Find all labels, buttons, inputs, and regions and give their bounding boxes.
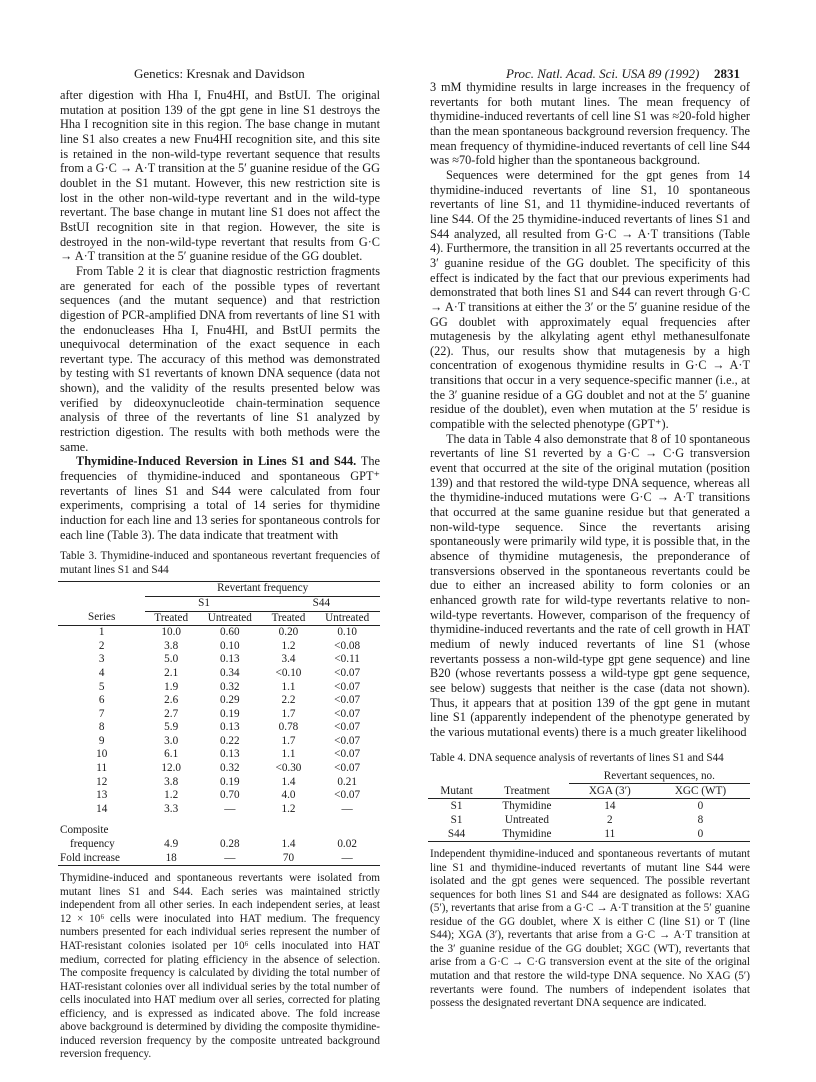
table-cell: — bbox=[224, 802, 236, 815]
table-cell: 8 bbox=[98, 721, 105, 734]
table-cell: 0 bbox=[697, 800, 704, 813]
table-cell: <0.07 bbox=[334, 680, 361, 693]
table-row bbox=[58, 803, 380, 817]
paragraph: From Table 2 it is clear that diagnostic restriction fragments are generated for each of the possible types of revertant sequences (and the mutant sequence) and that restriction digestion of PCR-amplified DNA from revertants of line S1 with the endonucleases Hha I, Fnu4HI, and BstUI permits the unequivocal determination of the exact sequence in each revertant type. The accuracy of this method was demonstrated by testing with S1 revertants of known DNA sequence (data not shown), and the validity of the results presented below was verified by dideoxynucleotide chain-termination sequence analysis of three of the revertants of line S1 analyzed by restriction digestion. The results with both methods were the same. bbox=[60, 263, 380, 454]
table-row bbox=[58, 694, 380, 708]
paragraph: The data in Table 4 also demonstrate that 8 of 10 spontaneous revertants of line S1 reverted by a G·C → C·G transversion event that occurred at the site of the original mutation (position 139) and that restored the wild-type DNA sequence, whereas all the thymidine-induced mutations were G·C → A·T transitions that occurred at the same guanine residue but that generated a non-wild-type sequence. Since the revertants arising spontaneously were primarily wild type, it is possible that, in the absence of thymidine mutagenesis, the preponderance of transversions observed in the spontaneous revertants could be due to either an increased ability to form colonies or an enhanced growth rate for wild-type revertants relative to non-wild-type revertants. However, comparison of the frequency of thymidine-induced revertants and the rate of cell growth in HAT medium of newly induced revertants of line S1 (whose revertants possess a non-wild-type gpt gene sequence) and line B20 (whose revertants possess a wild-type gpt gene sequence, see below) suggests that neither is the case (data not shown). Thus, it appears that at position 139 of the gpt gene in mutant line S1 (apparently independent of the phenotype generated by the various mutational events) there is a much greater likelihood bbox=[430, 431, 750, 739]
table-cell: S1 bbox=[450, 800, 463, 813]
table-cell: 2.7 bbox=[164, 707, 179, 720]
table4-group-header: Revertant sequences, no. bbox=[569, 769, 750, 784]
paragraph bbox=[60, 454, 380, 542]
table-cell: <0.10 bbox=[275, 666, 302, 679]
table3-fold-label: Fold increase bbox=[60, 851, 120, 864]
table-cell: <0.08 bbox=[334, 639, 361, 652]
table-cell: 3 bbox=[98, 653, 105, 666]
table-cell: 12.0 bbox=[161, 762, 181, 775]
table-cell: 0.13 bbox=[220, 653, 240, 666]
paragraph: after digestion with Hha I, Fnu4HI, and BstUI. The original mutation at position 139 of the gpt gene in line S1 destroys the Hha I recognition site in this region. The base change in mutant line S1 also creates a new Fnu4HI recognition site, and this site is retained in the non-wild-type revertant sequence that results from a G·C → A·T transition at the 5′ guanine residue of the GG doublet in the S1 mutant. However, this new restriction site is lost in the other non-wild-type revertant and in the wild-type revertant. The base change in mutant line S1 does not affect the BstUI recognition site in that region. However, the site is destroyed in the non-wild-type revertant that results from G·C → A·T transition at the 5′ guanine residue of the GG doublet. bbox=[60, 88, 380, 264]
table3-col-series: Series bbox=[88, 611, 116, 624]
table-cell: 0.34 bbox=[220, 666, 240, 679]
table-cell: 3.0 bbox=[164, 734, 179, 747]
table-cell: 3.3 bbox=[164, 802, 179, 815]
table-cell: <0.07 bbox=[334, 707, 361, 720]
right-column bbox=[430, 80, 750, 1011]
table4 bbox=[428, 769, 750, 842]
table-cell: 10 bbox=[96, 748, 108, 761]
table-cell: 12 bbox=[96, 775, 108, 788]
table-cell: 5.9 bbox=[164, 721, 179, 734]
table-row bbox=[58, 681, 380, 695]
table3-footnote: Thymidine-induced and spontaneous revertants were isolated from mutant lines S1 and S44. Each series was maintained strictly independent from all other series. In each independent series, at least 12 × 10⁶ cells were inoculated into HAT medium. The frequency numbers presented for each individual series represent the number of HAT-resistant colonies isolated per 10⁶ cells inoculated into HAT medium, corrected for plating efficiency in the absence of selection. The composite frequency is calculated by dividing the total number of HAT-resistant colonies over all individual series by the total number of cells inoculated into HAT medium over all series, corrected for plating efficiency, and is expressed as indicated above. The fold increase above background is determined by dividing the composite thymidine-induced reversion frequency by the composite untreated background reversion frequency. bbox=[60, 872, 380, 1061]
table3 bbox=[58, 581, 380, 866]
table-cell: — bbox=[224, 851, 236, 864]
table-row bbox=[428, 799, 750, 814]
table-cell: 1.1 bbox=[281, 680, 296, 693]
table-cell: S44 bbox=[447, 828, 466, 841]
paragraph: Sequences were determined for the gpt genes from 14 thymidine-induced revertants of line S1, 10 spontaneous revertants of line S1, and 11 thymidine-induced revertants of line S44. Of the 25 thymidine-induced revertants of lines S1 and S44 analyzed, all resulted from G·C → A·T transitions (Table 4). Furthermore, the transition in all 25 revertants occurred at the 3′ guanine residue of the GG doublet. The specificity of this effect is indicated by the fact that our previous experiments had demonstrated that both lines S1 and S44 can revert through G·C → A·T transitions at either the 3′ or the 5′ guanine residue of the GG doublet with approximately equal frequencies after mutagenesis by the alkylating agent ethyl methanesulfonate (22). Thus, our results show that mutagenesis by a high concentration of exogenous thymidine results in G·C → A·T transitions that occur in a very sequence-specific manner (i.e., at the 3′ guanine residue of a GG doublet and not at the 5′ guanine residue of the doublet), even when mutation at the 5′ residue is compatible with the selected phenotype (GPT⁺). bbox=[430, 167, 750, 432]
table-cell: 1.1 bbox=[281, 748, 296, 761]
table-row bbox=[58, 708, 380, 722]
table-cell: Thymidine bbox=[502, 828, 552, 841]
table-cell: S1 bbox=[450, 814, 463, 827]
table-cell: 0.19 bbox=[220, 707, 240, 720]
page-number: 2831 bbox=[714, 66, 740, 81]
table-row bbox=[428, 813, 750, 827]
table-cell: 7 bbox=[98, 707, 105, 720]
table-cell: 0.22 bbox=[220, 734, 240, 747]
table-cell: <0.07 bbox=[334, 666, 361, 679]
table-cell: 0.13 bbox=[220, 721, 240, 734]
table-cell: 1.9 bbox=[164, 680, 179, 693]
table-cell: 3.8 bbox=[164, 639, 179, 652]
table3-caption: Table 3. Thymidine-induced and spontaneous revertant frequencies of mutant lines S1 and S44 bbox=[60, 550, 380, 576]
table4-col-treatment: Treatment bbox=[504, 784, 550, 797]
table-cell: 2.1 bbox=[164, 666, 179, 679]
table-cell: 0.32 bbox=[220, 762, 240, 775]
table-cell: 6 bbox=[98, 694, 105, 707]
table-cell: — bbox=[341, 851, 353, 864]
table-row bbox=[58, 776, 380, 790]
table-cell: 0.60 bbox=[220, 626, 240, 639]
table-cell: 0.29 bbox=[220, 694, 240, 707]
table-cell: 8 bbox=[697, 814, 704, 827]
table-cell: Untreated bbox=[504, 814, 549, 827]
table-cell: 10.0 bbox=[161, 626, 181, 639]
table4-footnote: Independent thymidine-induced and spontaneous revertants of mutant line S1 and thymidine-induced revertants of mutant line S44 were isolated and the gpt genes were sequenced. The possible revertant sequences for both lines S1 and S44 are designated as follows: XAG (5′), revertants that arise from a G·C → A·T transition at the 5′ guanine residue of the GG doublet, where X is either C (line S1) or T (line S44); XGA (3′), revertants that arise from a G·C → A·T transition at the 3′ guanine residue of the GG doublet; XGC (WT), revertants that arise from a G·C → C·G transversion event at the site of the original mutation and that restore the wild-type DNA sequence. No XAG (5′) revertants were found. The numbers of independent isolates that possess the designated revertant DNA sequence are indicated. bbox=[430, 848, 750, 1010]
table-cell: 0.21 bbox=[337, 775, 357, 788]
table-cell: 1.7 bbox=[281, 734, 296, 747]
table-cell: 14 bbox=[604, 800, 616, 813]
paragraph: 3 mM thymidine results in large increases in the frequency of revertants for both mutant lines. The mean frequency of thymidine-induced revertants of cell line S1 was ≈20-fold higher than the mean spontaneous background reversion frequency. The mean frequency of thymidine-induced revertants of cell line S44 was ≈70-fold higher than the spontaneous background. bbox=[430, 80, 750, 168]
table-cell: 11 bbox=[96, 762, 108, 775]
table-cell: 1.7 bbox=[281, 707, 296, 720]
table-cell: 4 bbox=[98, 666, 105, 679]
table-cell: 5.0 bbox=[164, 653, 179, 666]
table-cell: 0.70 bbox=[220, 789, 240, 802]
section-heading: Thymidine-Induced Reversion in Lines S1 and S44. bbox=[76, 454, 357, 469]
table-cell: 14 bbox=[96, 802, 108, 815]
table-cell: <0.07 bbox=[334, 789, 361, 802]
left-column bbox=[60, 88, 380, 1062]
table-cell: 2.2 bbox=[281, 694, 296, 707]
table-cell: 1.4 bbox=[281, 775, 296, 788]
table-cell: <0.07 bbox=[334, 748, 361, 761]
table-row bbox=[428, 827, 750, 842]
table-cell: 0.02 bbox=[337, 838, 357, 851]
table-cell: 0 bbox=[697, 828, 704, 841]
table-cell: 0.10 bbox=[220, 639, 240, 652]
table-cell: 0.20 bbox=[278, 626, 299, 639]
table-cell: 4.0 bbox=[281, 789, 296, 802]
running-title: Genetics: Kresnak and Davidson bbox=[134, 66, 305, 81]
table-cell: 2 bbox=[607, 814, 613, 827]
table-cell: 11 bbox=[604, 828, 616, 841]
table-cell: 0.10 bbox=[337, 626, 357, 639]
table-cell: <0.07 bbox=[334, 694, 361, 707]
table-row bbox=[58, 762, 380, 776]
table-cell: 1.2 bbox=[281, 802, 296, 815]
table-cell: 18 bbox=[165, 851, 177, 864]
table-cell: 3.4 bbox=[281, 653, 296, 666]
table3-col-treated: Treated bbox=[154, 611, 189, 624]
table-cell: 70 bbox=[282, 851, 295, 864]
table3-composite-label: frequency bbox=[70, 838, 115, 851]
table-cell: 5 bbox=[98, 680, 105, 693]
table-row bbox=[58, 748, 380, 762]
table-cell: 0.78 bbox=[278, 721, 299, 734]
table3-line-s1: S1 bbox=[145, 596, 262, 611]
table-cell: 0.13 bbox=[220, 748, 240, 761]
table4-col-xga: XGA (3′) bbox=[588, 785, 631, 798]
table-row bbox=[58, 789, 380, 803]
table-cell: 1.4 bbox=[281, 838, 296, 851]
table-cell: 2.6 bbox=[164, 694, 179, 707]
table-cell: <0.11 bbox=[334, 653, 360, 666]
paragraph-text: The frequencies of thymidine-induced and spontaneous GPT⁺ revertants of lines S1 and S44 were calculated from four experiments, comprising a total of 14 series for thymidine induction for each line and 13 series for spontaneous controls for each line (Table 3). The data indicate that treatment with bbox=[60, 454, 380, 542]
table-cell: <0.30 bbox=[275, 762, 302, 775]
table3-line-s44: S44 bbox=[263, 596, 380, 611]
table-cell: — bbox=[341, 802, 353, 815]
table-cell: 1.2 bbox=[281, 639, 296, 652]
table-row bbox=[58, 640, 380, 654]
table3-composite-label: Composite bbox=[60, 824, 109, 837]
table-cell: 0.32 bbox=[220, 680, 240, 693]
table-cell: 4.9 bbox=[164, 838, 179, 851]
table-cell: 6.1 bbox=[164, 748, 179, 761]
table-row bbox=[58, 626, 380, 640]
table-cell: Thymidine bbox=[502, 800, 552, 813]
table-cell: <0.07 bbox=[334, 762, 361, 775]
table-cell: 3.8 bbox=[164, 775, 179, 788]
table-cell: 9 bbox=[98, 734, 105, 747]
table-cell: 0.28 bbox=[220, 838, 240, 851]
table-cell: 1.2 bbox=[164, 789, 179, 802]
table4-caption: Table 4. DNA sequence analysis of revertants of lines S1 and S44 bbox=[430, 751, 724, 764]
table3-col-treated: Treated bbox=[271, 611, 306, 624]
table-row bbox=[58, 735, 380, 749]
table-cell: <0.07 bbox=[334, 734, 361, 747]
table-row bbox=[58, 721, 380, 735]
journal-citation: Proc. Natl. Acad. Sci. USA 89 (1992) bbox=[506, 66, 700, 81]
table-row bbox=[58, 667, 380, 681]
table3-col-untreated: Untreated bbox=[325, 611, 370, 624]
table-cell: 1 bbox=[98, 626, 105, 639]
table4-col-mutant: Mutant bbox=[440, 784, 473, 797]
table-cell: 2 bbox=[98, 639, 105, 652]
table-cell: 13 bbox=[96, 789, 108, 802]
table3-col-untreated: Untreated bbox=[207, 611, 252, 624]
table-cell: <0.07 bbox=[334, 721, 361, 734]
table4-col-xgc: XGC (WT) bbox=[674, 785, 727, 798]
table3-group-header: Revertant frequency bbox=[145, 582, 380, 597]
table-row bbox=[58, 653, 380, 667]
table-cell: 0.19 bbox=[220, 775, 240, 788]
